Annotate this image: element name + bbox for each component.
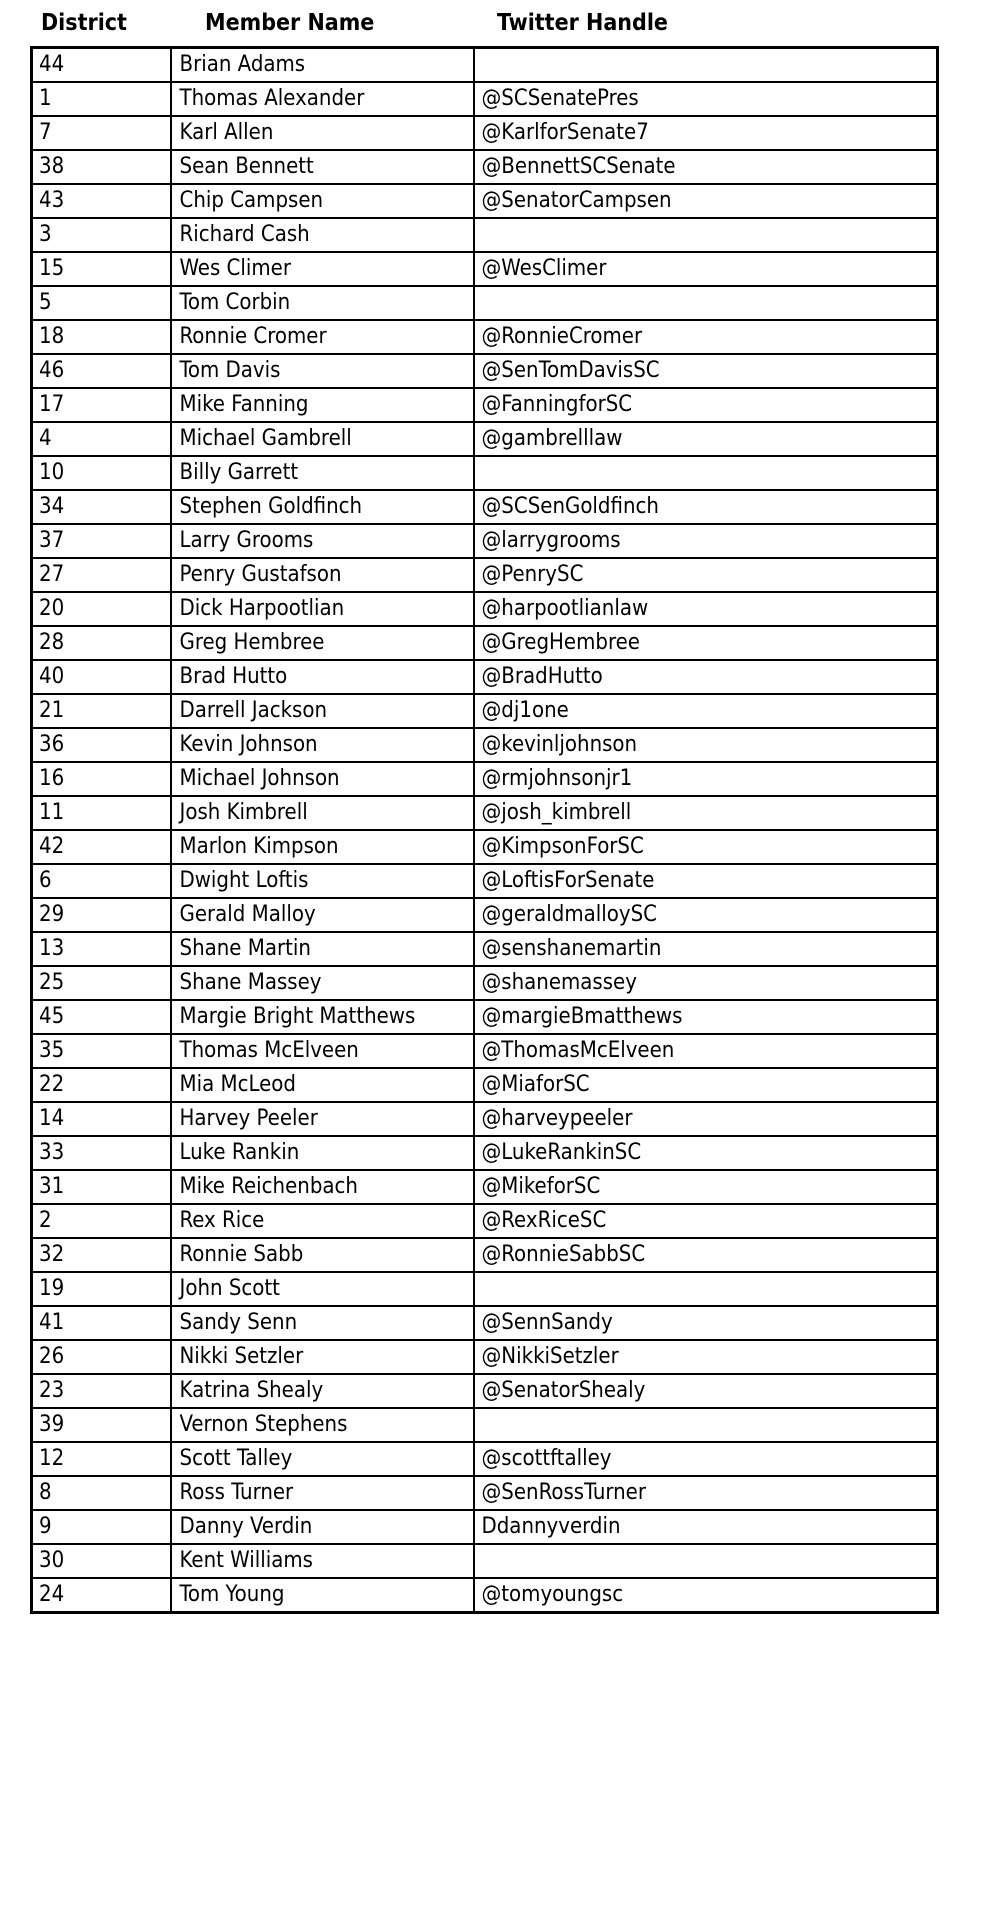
cell-twitter-handle-value xyxy=(474,286,938,320)
cell-twitter-handle-value: Ddannyverdin xyxy=(474,1510,938,1544)
cell-district-value: 37 xyxy=(32,524,171,558)
cell-district-value: 12 xyxy=(32,1442,171,1476)
cell-district-value: 45 xyxy=(32,1000,171,1034)
cell-district-value: 3 xyxy=(32,218,171,252)
cell-member-name-value: Dwight Loftis xyxy=(171,864,474,898)
cell-twitter-handle-value: @PenrySC xyxy=(474,558,938,592)
table-body xyxy=(32,48,938,1613)
cell-district-value: 8 xyxy=(32,1476,171,1510)
cell-twitter-handle-value: @NikkiSetzler xyxy=(474,1340,938,1374)
cell-district-value: 23 xyxy=(32,1374,171,1408)
table-row xyxy=(32,286,938,320)
cell-district-value: 5 xyxy=(32,286,171,320)
cell-district-value: 22 xyxy=(32,1068,171,1102)
cell-district-value: 36 xyxy=(32,728,171,762)
cell-twitter-handle-value: @shanemassey xyxy=(474,966,938,1000)
cell-district-value: 16 xyxy=(32,762,171,796)
cell-district-value: 32 xyxy=(32,1238,171,1272)
table-row xyxy=(32,1000,938,1034)
cell-twitter-handle-value: @RonnieSabbSC xyxy=(474,1238,938,1272)
cell-twitter-handle-value: @RexRiceSC xyxy=(474,1204,938,1238)
cell-member-name-value: Brian Adams xyxy=(171,48,474,83)
table-row xyxy=(32,1238,938,1272)
cell-twitter-handle-value: @SenTomDavisSC xyxy=(474,354,938,388)
table-row xyxy=(32,150,938,184)
cell-member-name-value: Thomas Alexander xyxy=(171,82,474,116)
table-row xyxy=(32,1340,938,1374)
cell-twitter-handle-value: @FanningforSC xyxy=(474,388,938,422)
cell-member-name-value: Nikki Setzler xyxy=(171,1340,474,1374)
cell-district-value: 1 xyxy=(32,82,171,116)
cell-member-name-value: Vernon Stephens xyxy=(171,1408,474,1442)
cell-member-name-value: Harvey Peeler xyxy=(171,1102,474,1136)
cell-district-value: 20 xyxy=(32,592,171,626)
cell-member-name-value: Sandy Senn xyxy=(171,1306,474,1340)
cell-twitter-handle-value: @LoftisForSenate xyxy=(474,864,938,898)
cell-twitter-handle-value: @geraldmalloySC xyxy=(474,898,938,932)
table-row xyxy=(32,966,938,1000)
senate-roster-sheet xyxy=(30,0,936,1614)
cell-district-value: 41 xyxy=(32,1306,171,1340)
cell-twitter-handle-value: @KimpsonForSC xyxy=(474,830,938,864)
cell-twitter-handle-value: @SenatorShealy xyxy=(474,1374,938,1408)
cell-district-value: 28 xyxy=(32,626,171,660)
cell-member-name-value: Shane Martin xyxy=(171,932,474,966)
cell-twitter-handle-value: @larrygrooms xyxy=(474,524,938,558)
cell-twitter-handle-value: @rmjohnsonjr1 xyxy=(474,762,938,796)
cell-twitter-handle-value xyxy=(474,218,938,252)
column-header-member-name: Member Name xyxy=(205,10,375,36)
table-row xyxy=(32,932,938,966)
table-row xyxy=(32,1544,938,1578)
cell-member-name-value: Thomas McElveen xyxy=(171,1034,474,1068)
cell-member-name-value: Kent Williams xyxy=(171,1544,474,1578)
table-row xyxy=(32,1408,938,1442)
table-row xyxy=(32,1034,938,1068)
cell-district-value: 19 xyxy=(32,1272,171,1306)
cell-district-value: 21 xyxy=(32,694,171,728)
cell-twitter-handle-value: @ThomasMcElveen xyxy=(474,1034,938,1068)
cell-twitter-handle-value: @BradHutto xyxy=(474,660,938,694)
cell-twitter-handle-value: @SenatorCampsen xyxy=(474,184,938,218)
table-row xyxy=(32,1442,938,1476)
cell-district-value: 18 xyxy=(32,320,171,354)
cell-district-value: 9 xyxy=(32,1510,171,1544)
cell-district-value: 6 xyxy=(32,864,171,898)
cell-member-name-value: Stephen Goldfinch xyxy=(171,490,474,524)
table-row xyxy=(32,456,938,490)
table-row xyxy=(32,864,938,898)
table-row xyxy=(32,898,938,932)
table-row xyxy=(32,1374,938,1408)
table-header-row xyxy=(30,0,936,46)
cell-district-value: 46 xyxy=(32,354,171,388)
table-row xyxy=(32,1102,938,1136)
cell-district-value: 39 xyxy=(32,1408,171,1442)
cell-district-value: 27 xyxy=(32,558,171,592)
table-row xyxy=(32,830,938,864)
cell-member-name-value: Dick Harpootlian xyxy=(171,592,474,626)
table-row xyxy=(32,490,938,524)
cell-member-name-value: Danny Verdin xyxy=(171,1510,474,1544)
cell-member-name-value: Kevin Johnson xyxy=(171,728,474,762)
table-row xyxy=(32,660,938,694)
table-row xyxy=(32,1068,938,1102)
column-header-twitter-handle: Twitter Handle xyxy=(497,10,668,36)
cell-district-value: 25 xyxy=(32,966,171,1000)
cell-twitter-handle-value: @MiaforSC xyxy=(474,1068,938,1102)
table-row xyxy=(32,1136,938,1170)
table-row xyxy=(32,694,938,728)
cell-member-name-value: Greg Hembree xyxy=(171,626,474,660)
table-row xyxy=(32,116,938,150)
cell-member-name-value: Mike Reichenbach xyxy=(171,1170,474,1204)
cell-twitter-handle-value: @harpootlianlaw xyxy=(474,592,938,626)
table-row xyxy=(32,1306,938,1340)
cell-twitter-handle-value xyxy=(474,1544,938,1578)
cell-member-name-value: Ronnie Sabb xyxy=(171,1238,474,1272)
cell-twitter-handle-value xyxy=(474,1408,938,1442)
cell-member-name-value: Scott Talley xyxy=(171,1442,474,1476)
table-row xyxy=(32,1272,938,1306)
cell-twitter-handle-value: @margieBmatthews xyxy=(474,1000,938,1034)
table-row xyxy=(32,1170,938,1204)
table-row xyxy=(32,1510,938,1544)
cell-district-value: 24 xyxy=(32,1578,171,1613)
cell-member-name-value: Darrell Jackson xyxy=(171,694,474,728)
cell-member-name-value: Josh Kimbrell xyxy=(171,796,474,830)
cell-district-value: 17 xyxy=(32,388,171,422)
cell-member-name-value: Brad Hutto xyxy=(171,660,474,694)
cell-district-value: 2 xyxy=(32,1204,171,1238)
cell-member-name-value: Luke Rankin xyxy=(171,1136,474,1170)
cell-twitter-handle-value: @WesClimer xyxy=(474,252,938,286)
cell-district-value: 34 xyxy=(32,490,171,524)
cell-district-value: 4 xyxy=(32,422,171,456)
cell-district-value: 38 xyxy=(32,150,171,184)
cell-twitter-handle-value: @SCSenatePres xyxy=(474,82,938,116)
cell-member-name-value: Billy Garrett xyxy=(171,456,474,490)
cell-twitter-handle-value: @josh_kimbrell xyxy=(474,796,938,830)
cell-twitter-handle-value: @SennSandy xyxy=(474,1306,938,1340)
cell-twitter-handle-value: @LukeRankinSC xyxy=(474,1136,938,1170)
cell-district-value: 35 xyxy=(32,1034,171,1068)
table-row xyxy=(32,422,938,456)
table-row xyxy=(32,796,938,830)
senate-members-table xyxy=(30,46,939,1614)
table-row xyxy=(32,184,938,218)
table-row xyxy=(32,762,938,796)
cell-district-value: 10 xyxy=(32,456,171,490)
table-row xyxy=(32,354,938,388)
cell-district-value: 29 xyxy=(32,898,171,932)
table-row xyxy=(32,252,938,286)
cell-district-value: 30 xyxy=(32,1544,171,1578)
cell-member-name-value: Rex Rice xyxy=(171,1204,474,1238)
table-row xyxy=(32,1204,938,1238)
table-row xyxy=(32,320,938,354)
cell-member-name-value: Chip Campsen xyxy=(171,184,474,218)
cell-member-name-value: Katrina Shealy xyxy=(171,1374,474,1408)
cell-district-value: 42 xyxy=(32,830,171,864)
cell-district-value: 40 xyxy=(32,660,171,694)
cell-twitter-handle-value: @kevinljohnson xyxy=(474,728,938,762)
cell-district-value: 7 xyxy=(32,116,171,150)
cell-member-name-value: Margie Bright Matthews xyxy=(171,1000,474,1034)
cell-member-name-value: Tom Young xyxy=(171,1578,474,1613)
cell-twitter-handle-value: @KarlforSenate7 xyxy=(474,116,938,150)
cell-twitter-handle-value: @harveypeeler xyxy=(474,1102,938,1136)
cell-member-name-value: Tom Davis xyxy=(171,354,474,388)
cell-twitter-handle-value: @BennettSCSenate xyxy=(474,150,938,184)
cell-district-value: 26 xyxy=(32,1340,171,1374)
table-row xyxy=(32,48,938,83)
table-row xyxy=(32,728,938,762)
cell-member-name-value: Ronnie Cromer xyxy=(171,320,474,354)
cell-member-name-value: Sean Bennett xyxy=(171,150,474,184)
cell-twitter-handle-value: @SenRossTurner xyxy=(474,1476,938,1510)
cell-member-name-value: Ross Turner xyxy=(171,1476,474,1510)
cell-member-name-value: Gerald Malloy xyxy=(171,898,474,932)
table-row xyxy=(32,1476,938,1510)
cell-twitter-handle-value: @dj1one xyxy=(474,694,938,728)
cell-member-name-value: Larry Grooms xyxy=(171,524,474,558)
table-row xyxy=(32,592,938,626)
cell-district-value: 15 xyxy=(32,252,171,286)
cell-district-value: 13 xyxy=(32,932,171,966)
table-row xyxy=(32,524,938,558)
cell-twitter-handle-value xyxy=(474,1272,938,1306)
cell-twitter-handle-value: @gambrelllaw xyxy=(474,422,938,456)
cell-district-value: 31 xyxy=(32,1170,171,1204)
cell-member-name-value: Mia McLeod xyxy=(171,1068,474,1102)
table-row xyxy=(32,388,938,422)
table-row xyxy=(32,558,938,592)
cell-district-value: 33 xyxy=(32,1136,171,1170)
cell-twitter-handle-value: @scottftalley xyxy=(474,1442,938,1476)
cell-member-name-value: John Scott xyxy=(171,1272,474,1306)
cell-member-name-value: Penry Gustafson xyxy=(171,558,474,592)
cell-twitter-handle-value xyxy=(474,48,938,83)
cell-district-value: 44 xyxy=(32,48,171,83)
cell-member-name-value: Shane Massey xyxy=(171,966,474,1000)
cell-district-value: 14 xyxy=(32,1102,171,1136)
cell-member-name-value: Richard Cash xyxy=(171,218,474,252)
cell-twitter-handle-value xyxy=(474,456,938,490)
cell-member-name-value: Mike Fanning xyxy=(171,388,474,422)
cell-member-name-value: Michael Johnson xyxy=(171,762,474,796)
cell-member-name-value: Michael Gambrell xyxy=(171,422,474,456)
cell-twitter-handle-value: @MikeforSC xyxy=(474,1170,938,1204)
cell-member-name-value: Marlon Kimpson xyxy=(171,830,474,864)
table-row xyxy=(32,1578,938,1613)
table-row xyxy=(32,218,938,252)
cell-district-value: 43 xyxy=(32,184,171,218)
cell-twitter-handle-value: @senshanemartin xyxy=(474,932,938,966)
cell-twitter-handle-value: @SCSenGoldfinch xyxy=(474,490,938,524)
table-row xyxy=(32,626,938,660)
cell-member-name-value: Karl Allen xyxy=(171,116,474,150)
cell-member-name-value: Wes Climer xyxy=(171,252,474,286)
column-header-district: District xyxy=(41,10,127,36)
cell-twitter-handle-value: @GregHembree xyxy=(474,626,938,660)
table-row xyxy=(32,82,938,116)
cell-twitter-handle-value: @tomyoungsc xyxy=(474,1578,938,1613)
cell-district-value: 11 xyxy=(32,796,171,830)
cell-twitter-handle-value: @RonnieCromer xyxy=(474,320,938,354)
cell-member-name-value: Tom Corbin xyxy=(171,286,474,320)
